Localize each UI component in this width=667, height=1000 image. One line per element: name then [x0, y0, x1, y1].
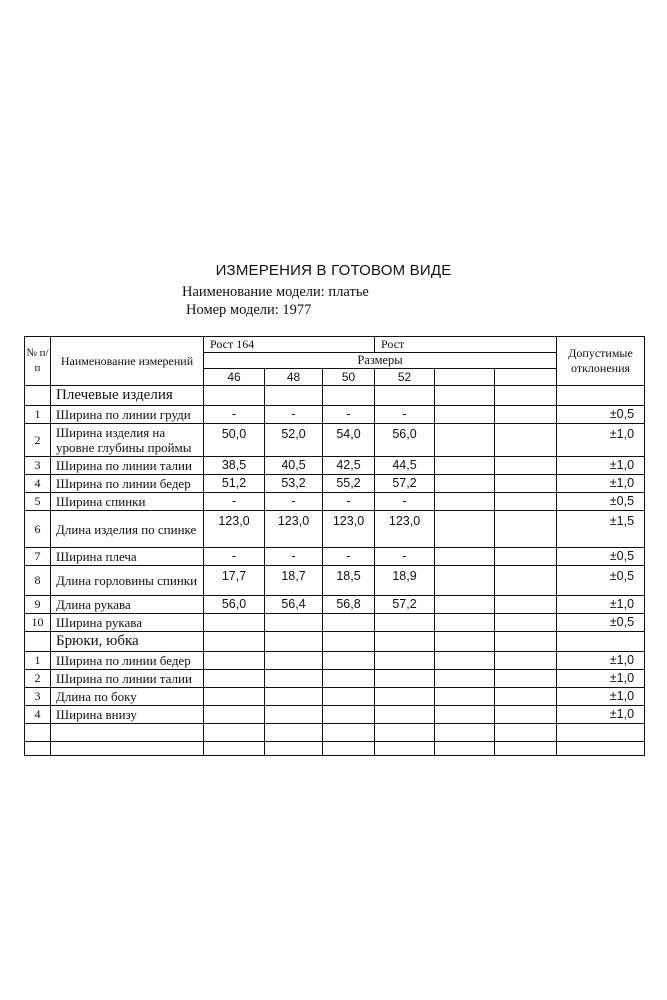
size-value-cell	[265, 652, 323, 670]
row-number: 9	[25, 596, 51, 614]
section-num-cell	[25, 632, 51, 652]
empty-cell	[557, 742, 645, 756]
size-value-cell	[495, 493, 557, 511]
table-row	[25, 566, 645, 596]
measurement-name: Ширина плеча	[51, 548, 204, 566]
size-value-cell	[204, 670, 265, 688]
tolerance-value: ±1,0	[557, 688, 645, 706]
size-value-cell	[323, 670, 375, 688]
section-empty-cell	[265, 386, 323, 406]
header-row-rost	[25, 337, 645, 353]
size-value-cell	[265, 614, 323, 632]
size-value-cell	[495, 670, 557, 688]
size-value-cell	[323, 706, 375, 724]
measurement-name: Ширина внизу	[51, 706, 204, 724]
size-value-cell: -	[204, 406, 265, 424]
size-value-cell: 53,2	[265, 475, 323, 493]
size-value-cell	[495, 614, 557, 632]
size-value-cell	[435, 652, 495, 670]
tolerance-value: ±0,5	[557, 566, 645, 596]
size-value-cell	[495, 688, 557, 706]
tolerance-value: ±1,0	[557, 706, 645, 724]
size-value-cell: 44,5	[375, 457, 435, 475]
section-empty-cell	[375, 386, 435, 406]
section-row	[25, 386, 645, 406]
measurement-name: Ширина по линии бедер	[51, 475, 204, 493]
size-value-cell: 123,0	[204, 511, 265, 548]
table-row	[25, 614, 645, 632]
size-value-cell: 50,0	[204, 424, 265, 457]
size-value-cell: 52,0	[265, 424, 323, 457]
size-value-cell: 56,4	[265, 596, 323, 614]
size-value-cell: 38,5	[204, 457, 265, 475]
row-number: 7	[25, 548, 51, 566]
section-empty-cell	[323, 386, 375, 406]
row-number: 10	[25, 614, 51, 632]
size-value-cell: 55,2	[323, 475, 375, 493]
table-row	[25, 548, 645, 566]
document-title: ИЗМЕРЕНИЯ В ГОТОВОМ ВИДЕ	[215, 262, 452, 279]
header-rost-164: Рост 164	[204, 337, 375, 353]
size-value-cell	[375, 706, 435, 724]
empty-cell	[25, 724, 51, 742]
section-empty-cell	[435, 386, 495, 406]
section-empty-cell	[435, 632, 495, 652]
size-value-cell: -	[265, 548, 323, 566]
size-value-cell	[435, 475, 495, 493]
section-row	[25, 632, 645, 652]
header-size-cell: 50	[323, 369, 375, 386]
measurement-name: Ширина спинки	[51, 493, 204, 511]
size-value-cell	[495, 475, 557, 493]
size-value-cell	[495, 596, 557, 614]
size-value-cell	[265, 670, 323, 688]
size-value-cell	[435, 424, 495, 457]
size-value-cell: -	[265, 493, 323, 511]
header-tolerance: Допустимые отклонения	[557, 337, 645, 386]
empty-cell	[323, 742, 375, 756]
size-value-cell	[435, 614, 495, 632]
size-value-cell: -	[265, 406, 323, 424]
empty-cell	[265, 724, 323, 742]
tolerance-value: ±1,0	[557, 596, 645, 614]
header-size-cell	[435, 369, 495, 386]
tolerance-value: ±1,5	[557, 511, 645, 548]
section-empty-cell	[557, 632, 645, 652]
section-empty-cell	[204, 386, 265, 406]
row-number: 5	[25, 493, 51, 511]
section-empty-cell	[495, 386, 557, 406]
header-sizes-label: Размеры	[204, 353, 557, 369]
size-value-cell	[495, 652, 557, 670]
section-title: Плечевые изделия	[51, 386, 204, 406]
section-empty-cell	[375, 632, 435, 652]
size-value-cell	[495, 511, 557, 548]
section-title: Брюки, юбка	[51, 632, 204, 652]
table-row	[25, 596, 645, 614]
size-value-cell: 18,7	[265, 566, 323, 596]
size-value-cell	[204, 706, 265, 724]
size-value-cell	[435, 406, 495, 424]
size-value-cell	[323, 614, 375, 632]
size-value-cell	[323, 688, 375, 706]
size-value-cell: -	[323, 493, 375, 511]
table-body	[25, 337, 645, 756]
size-value-cell: 18,5	[323, 566, 375, 596]
size-value-cell	[495, 706, 557, 724]
empty-cell	[51, 724, 204, 742]
size-value-cell	[495, 566, 557, 596]
section-empty-cell	[323, 632, 375, 652]
size-value-cell	[375, 670, 435, 688]
size-value-cell	[435, 511, 495, 548]
empty-cell	[495, 724, 557, 742]
tolerance-value: ±1,0	[557, 652, 645, 670]
header-size-cell: 46	[204, 369, 265, 386]
size-value-cell	[204, 688, 265, 706]
measurement-name: Ширина по линии талии	[51, 457, 204, 475]
section-num-cell	[25, 386, 51, 406]
size-value-cell: 56,0	[204, 596, 265, 614]
model-name-line: Наименование модели: платье	[182, 284, 369, 300]
section-empty-cell	[265, 632, 323, 652]
size-value-cell	[435, 457, 495, 475]
measurement-name: Ширина по линии груди	[51, 406, 204, 424]
table-row	[25, 511, 645, 548]
row-number: 3	[25, 688, 51, 706]
empty-cell	[435, 742, 495, 756]
size-value-cell: 42,5	[323, 457, 375, 475]
empty-cell	[375, 742, 435, 756]
size-value-cell: 40,5	[265, 457, 323, 475]
row-number: 4	[25, 475, 51, 493]
header-size-cell	[495, 369, 557, 386]
size-value-cell: -	[375, 493, 435, 511]
size-value-cell	[495, 424, 557, 457]
header-name: Наименование измерений	[51, 337, 204, 386]
size-value-cell: 57,2	[375, 475, 435, 493]
size-value-cell: 54,0	[323, 424, 375, 457]
size-value-cell: -	[204, 548, 265, 566]
size-value-cell: 123,0	[375, 511, 435, 548]
empty-cell	[435, 724, 495, 742]
tolerance-value: ±0,5	[557, 548, 645, 566]
size-value-cell	[435, 670, 495, 688]
size-value-cell	[323, 652, 375, 670]
row-number: 2	[25, 670, 51, 688]
measurement-name: Ширина по линии бедер	[51, 652, 204, 670]
size-value-cell	[495, 457, 557, 475]
size-value-cell: 123,0	[265, 511, 323, 548]
size-value-cell	[435, 493, 495, 511]
size-value-cell: 51,2	[204, 475, 265, 493]
measurement-name: Ширина по линии талии	[51, 670, 204, 688]
size-value-cell	[375, 652, 435, 670]
model-number-line: Номер модели: 1977	[186, 302, 312, 318]
tolerance-value: ±0,5	[557, 614, 645, 632]
header-size-cell: 52	[375, 369, 435, 386]
section-empty-cell	[557, 386, 645, 406]
section-empty-cell	[204, 632, 265, 652]
header-size-cell: 48	[265, 369, 323, 386]
row-number: 1	[25, 406, 51, 424]
size-value-cell	[435, 566, 495, 596]
size-value-cell	[375, 688, 435, 706]
section-empty-cell	[495, 632, 557, 652]
tolerance-value: ±1,0	[557, 475, 645, 493]
size-value-cell: 123,0	[323, 511, 375, 548]
empty-cell	[323, 724, 375, 742]
size-value-cell	[435, 548, 495, 566]
measurement-name: Длина по боку	[51, 688, 204, 706]
size-value-cell	[265, 688, 323, 706]
tolerance-value: ±1,0	[557, 457, 645, 475]
measurement-name: Ширина изделия на уровне глубины проймы	[51, 424, 204, 457]
header-num: № п/ п	[25, 337, 51, 386]
row-number: 8	[25, 566, 51, 596]
empty-cell	[204, 724, 265, 742]
tolerance-value: ±0,5	[557, 406, 645, 424]
table-row	[25, 406, 645, 424]
size-value-cell: -	[204, 493, 265, 511]
size-value-cell: 56,0	[375, 424, 435, 457]
measurements-table	[24, 336, 645, 756]
empty-row	[25, 742, 645, 756]
table-row	[25, 652, 645, 670]
size-value-cell: 57,2	[375, 596, 435, 614]
size-value-cell	[375, 614, 435, 632]
empty-cell	[25, 742, 51, 756]
empty-cell	[375, 724, 435, 742]
size-value-cell: -	[323, 406, 375, 424]
measurement-name: Длина изделия по спинке	[51, 511, 204, 548]
size-value-cell	[435, 596, 495, 614]
table-row	[25, 706, 645, 724]
size-value-cell: 18,9	[375, 566, 435, 596]
table-row	[25, 457, 645, 475]
measurement-name: Ширина рукава	[51, 614, 204, 632]
tolerance-value: ±1,0	[557, 670, 645, 688]
empty-cell	[204, 742, 265, 756]
table-row	[25, 670, 645, 688]
size-value-cell	[435, 688, 495, 706]
empty-row	[25, 724, 645, 742]
size-value-cell: 56,8	[323, 596, 375, 614]
table-row	[25, 475, 645, 493]
tolerance-value: ±0,5	[557, 493, 645, 511]
size-value-cell: -	[375, 406, 435, 424]
row-number: 3	[25, 457, 51, 475]
row-number: 1	[25, 652, 51, 670]
empty-cell	[495, 742, 557, 756]
table-row	[25, 688, 645, 706]
size-value-cell	[495, 406, 557, 424]
size-value-cell	[435, 706, 495, 724]
size-value-cell	[204, 652, 265, 670]
size-value-cell: -	[375, 548, 435, 566]
measurement-name: Длина горловины спинки	[51, 566, 204, 596]
row-number: 6	[25, 511, 51, 548]
size-value-cell	[495, 548, 557, 566]
size-value-cell: -	[323, 548, 375, 566]
row-number: 2	[25, 424, 51, 457]
empty-cell	[557, 724, 645, 742]
size-value-cell	[204, 614, 265, 632]
table-row	[25, 493, 645, 511]
empty-cell	[265, 742, 323, 756]
header-rost-2: Рост	[375, 337, 557, 353]
size-value-cell	[265, 706, 323, 724]
size-value-cell: 17,7	[204, 566, 265, 596]
measurement-name: Длина рукава	[51, 596, 204, 614]
tolerance-value: ±1,0	[557, 424, 645, 457]
table-row	[25, 424, 645, 457]
empty-cell	[51, 742, 204, 756]
row-number: 4	[25, 706, 51, 724]
